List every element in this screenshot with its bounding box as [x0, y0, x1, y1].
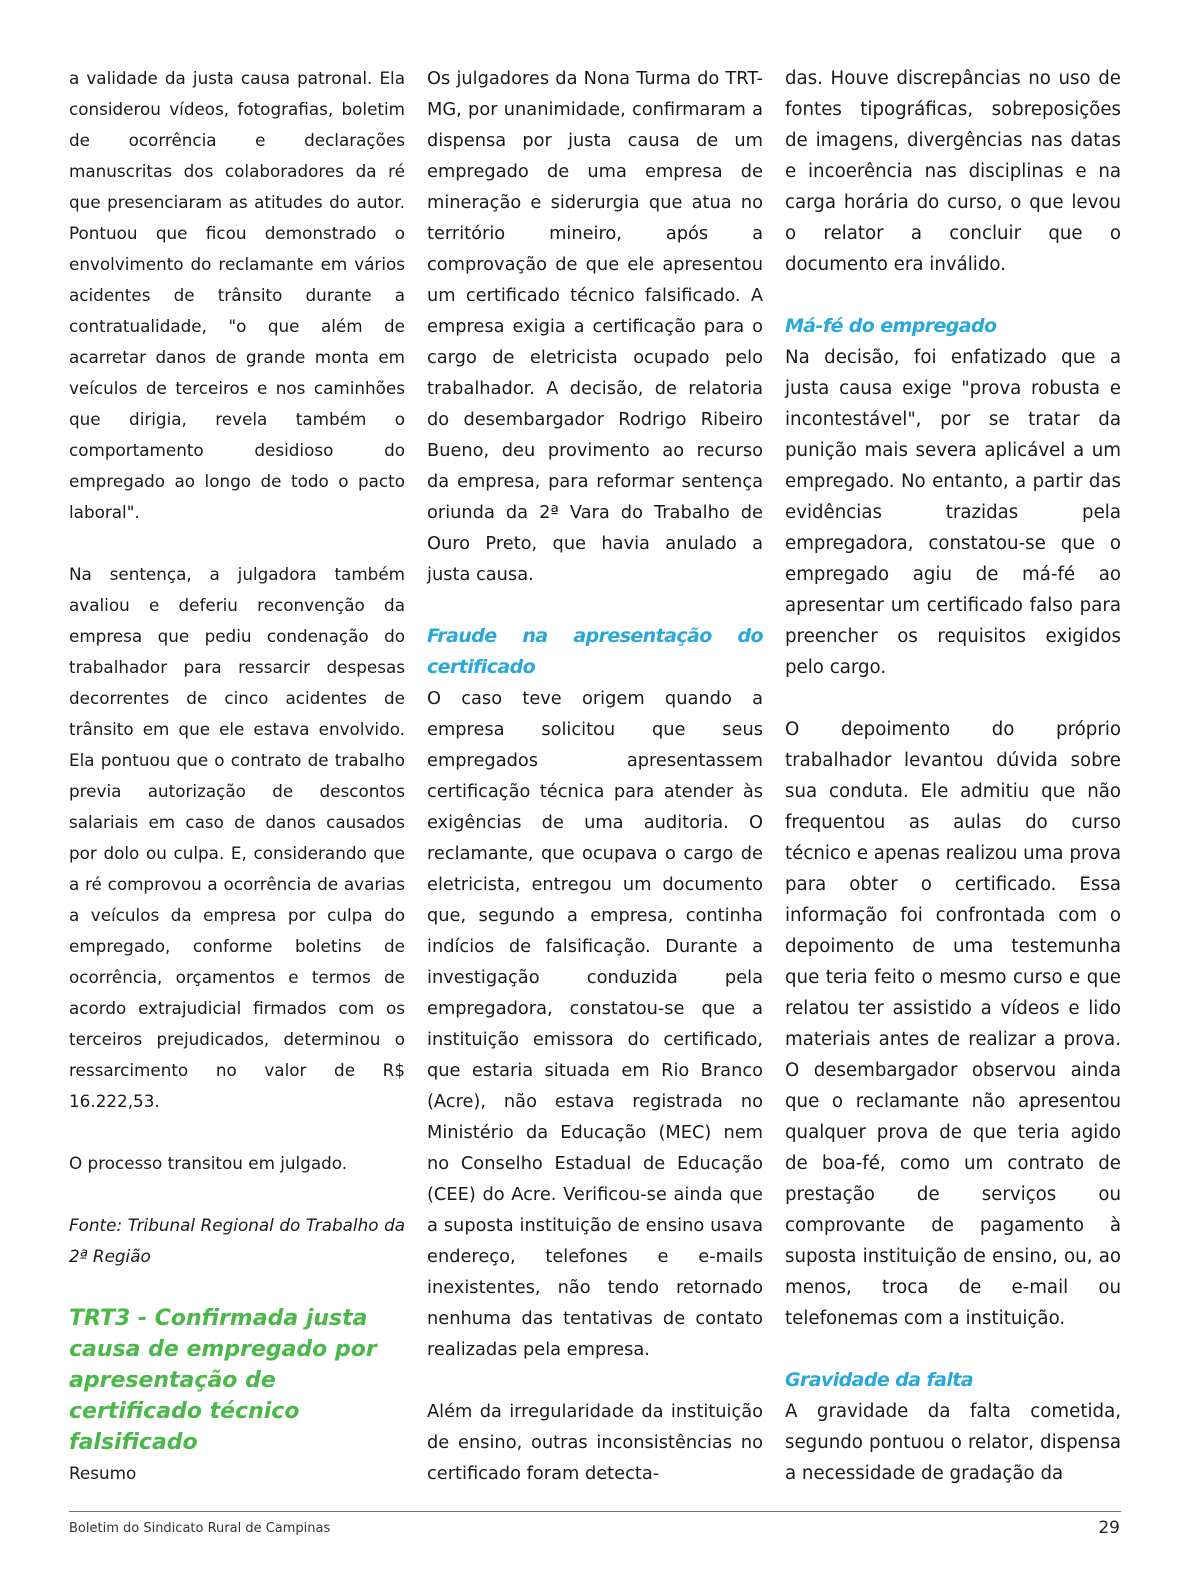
body-paragraph: A gravidade da falta cometida, segundo pontuou o relator, dispensa a necessidade de gradação da [785, 1401, 1121, 1484]
footer-publication: Boletim do Sindicato Rural de Campinas [69, 1521, 331, 1536]
body-paragraph: O caso teve origem quando a empresa solicitou que seus empregados apresentassem certificação técnica para atender às exigências de uma auditoria. O reclamante, que ocupava o cargo de eletricista, entregou um documento que, segundo a empresa, continha indícios de falsificação. Durante a investigação conduzida pela empregadora, constatou-se que a instituição emissora do certificado, que estaria situada em Rio Branco (Acre), não estava registrada no Ministério da Educação (MEC) nem no Conselho Estadual de Educação (CEE) do Acre. Verificou-se ainda que a suposta instituição de ensino usava endereço, telefones e e-mails inexistentes, não tendo retornado nenhuma das tentativas de contato realizadas pela empresa. [427, 688, 763, 1360]
text-column-1 [69, 63, 405, 1489]
footer-divider [69, 1511, 1121, 1512]
article-title: TRT3 - Confirmada justa causa de empregado por apresentação de certificado técnico falsificado [69, 1306, 377, 1455]
section-heading: Fraude na apresentação do certificado [427, 625, 763, 678]
body-paragraph: Na sentença, a julgadora também avaliou e deferiu reconvenção da empresa que pediu condenação do trabalhador para ressarcir despesas decorrentes de cinco acidentes de trânsito em que ele estava envolvido. Ela pontuou que o contrato de trabalho previa autorização de descontos salariais em caso de danos causados por dolo ou culpa. E, considerando que a ré comprovou a ocorrência de avarias a veículos da empresa por culpa do empregado, conforme boletins de ocorrência, orçamentos e termos de acordo extrajudicial firmados com os terceiros prejudicados, determinou o ressarcimento no valor de R$ 16.222,53. [69, 564, 405, 1111]
source-note: Fonte: Tribunal Regional do Trabalho da 2ª Região [69, 1215, 405, 1266]
body-paragraph: O depoimento do próprio trabalhador levantou dúvida sobre sua conduta. Ele admitiu que não frequentou as aulas do curso técnico e apenas realizou uma prova para obter o certificado. Essa informação foi confrontada com o depoimento de uma testemunha que teria feito o mesmo curso e que relatou ter assistido a vídeos e lido materiais antes de realizar a prova. O desembargador observou ainda que o reclamante não apresentou qualquer prova de que teria agido de boa-fé, como um contrato de prestação de serviços ou comprovante de pagamento à suposta instituição de ensino, ou, ao menos, troca de e-mail ou telefonemas com a instituição. [785, 719, 1121, 1329]
section-heading: Má-fé do empregado [785, 315, 997, 337]
summary-label: Resumo [69, 1463, 137, 1483]
body-paragraph: O processo transitou em julgado. [69, 1153, 348, 1173]
body-paragraph: Os julgadores da Nona Turma do TRT-MG, por unanimidade, confirmaram a dispensa por justa causa de um empregado de uma empresa de mineração e siderurgia que atua no território mineiro, após a comprovação de que ele apresentou um certificado técnico falsificado. A empresa exigia a certificação para o cargo de eletricista ocupado pelo trabalhador. A decisão, de relatoria do desembargador Rodrigo Ribeiro Bueno, deu provimento ao recurso da empresa, para reformar sentença oriunda da 2ª Vara do Trabalho de Ouro Preto, que havia anulado a justa causa. [427, 68, 763, 585]
body-paragraph: das. Houve discrepâncias no uso de fontes tipográficas, sobreposições de imagens, divergências nas datas e incoerência nas disciplinas e na carga horária do curso, o que levou o relator a concluir que o documento era inválido. [785, 68, 1121, 275]
page-number: 29 [1098, 1518, 1120, 1538]
section-heading: Gravidade da falta [785, 1369, 973, 1391]
text-column-3 [785, 63, 1121, 1489]
body-paragraph: Além da irregularidade da instituição de ensino, outras inconsistências no certificado foram detecta- [427, 1401, 763, 1484]
body-paragraph: a validade da justa causa patronal. Ela considerou vídeos, fotografias, boletim de ocorrência e declarações manuscritas dos colaboradores da ré que presenciaram as atitudes do autor. Pontuou que ficou demonstrado o envolvimento do reclamante em vários acidentes de trânsito durante a contratualidade, "o que além de acarretar danos de grande monta em veículos de terceiros e nos caminhões que dirigia, revela também o comportamento desidioso do empregado ao longo de todo o pacto laboral". [69, 68, 405, 522]
body-paragraph: Na decisão, foi enfatizado que a justa causa exige "prova robusta e incontestável", por se tratar da punição mais severa aplicável a um empregado. No entanto, a partir das evidências trazidas pela empregadora, constatou-se que o empregado agiu de má-fé ao apresentar um certificado falso para preencher os requisitos exigidos pelo cargo. [785, 347, 1121, 678]
text-column-2 [427, 63, 763, 1489]
